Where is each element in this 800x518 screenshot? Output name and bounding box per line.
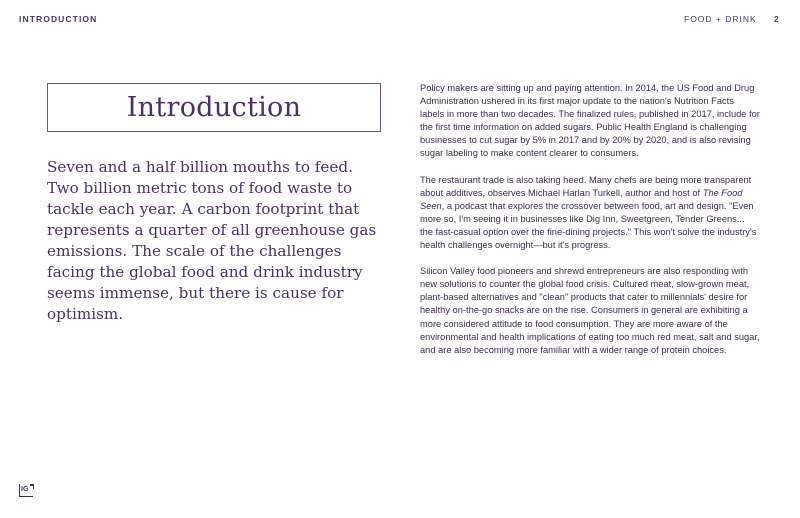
body-paragraph-3: Silicon Valley food pioneers and shrewd entrepreneurs are also responding with new solutions to counter the global food crisis. Cultured meat, slow-grown meat, plant-based alternatives and "clean" products that cater to millennials' desire for healthy on-the-go snacks are on the rise. Consumers in general are exhibiting a more considered attitude to food consumption. They are more aware of the environmental and health implications of eating too much red meat, salt and sugar, and are also becoming more familiar with a wider range of protein choices. bbox=[420, 266, 760, 355]
body-paragraph-1: Policy makers are sitting up and paying attention. In 2014, the US Food and Drug Administration ushered in its first major update to the nation's Nutrition Facts labels in more than two decades. The finalized rules, published in 2017, include for the first time information on added sugars. Public Health England is challenging businesses to cut sugar by 5% in 2017 and by 20% by 2020, and is also revising sugar labeling to make content clearer to consumers. bbox=[420, 83, 760, 159]
body-column bbox=[420, 82, 760, 370]
publication-name: FOOD + DRINK bbox=[684, 14, 757, 24]
paragraph-text: The restaurant trade is also taking heed. Many chefs are being more transparent about additives, observes Michael Harlan Turkell, author and host of bbox=[420, 174, 752, 198]
page-number: 2 bbox=[774, 14, 779, 24]
lead-paragraph: Seven and a half billion mouths to feed. Two billion metric tons of food waste to tackle each year. A carbon footprint that represents a quarter of all greenhouse gas emissions. The scale of the challenges facing the global food and drink industry seems immense, but there is cause for optimism. bbox=[47, 158, 377, 323]
brand-logo-icon: IG bbox=[19, 484, 33, 497]
title-box bbox=[47, 83, 381, 132]
paragraph-text: , a podcast that explores the crossover between food, art and design. "Even more so, I'm seeing it in businesses like Dig Inn, Sweetgreen, Tender Greens... the fast-casual option over the fine-dining projects." This won't solve the industry's health challenges overnight—but it's progress. bbox=[420, 200, 757, 251]
body-paragraph-2 bbox=[420, 174, 760, 253]
podcast-title: The Food Seen bbox=[420, 187, 743, 211]
section-header: INTRODUCTION bbox=[19, 14, 98, 24]
page-title: Introduction bbox=[126, 92, 302, 123]
